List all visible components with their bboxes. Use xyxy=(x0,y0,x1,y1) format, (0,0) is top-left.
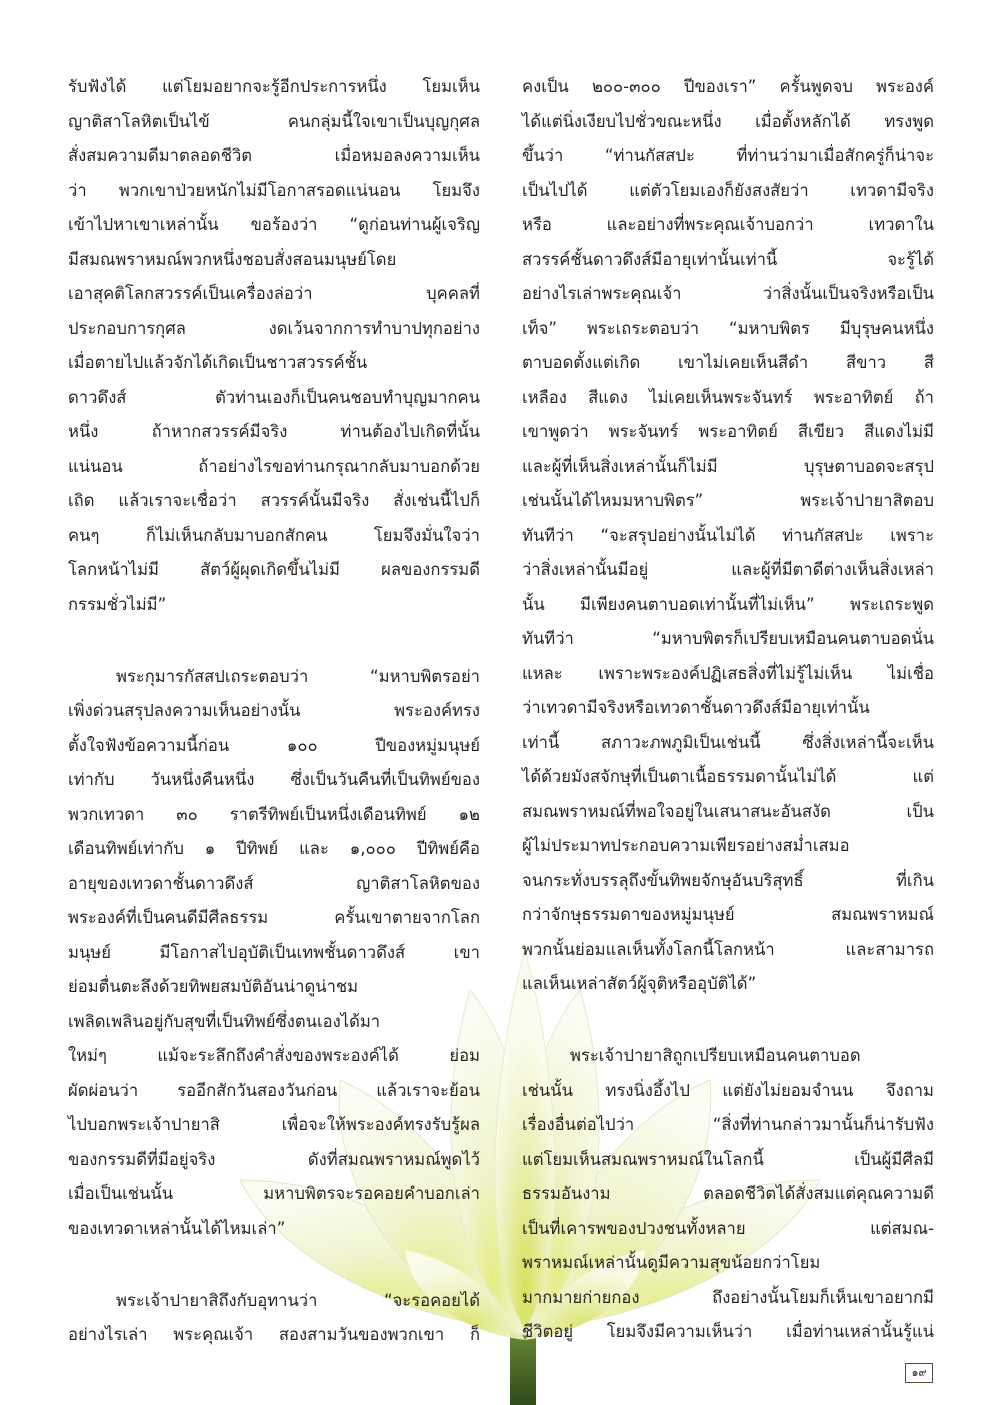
text-line: แหละ เพราะพระองค์ปฏิเสธสิ่งที่ไม่รู้ไม่เห็น ไม่เชื่อ xyxy=(522,663,934,683)
text-line: ว่า พวกเขาป่วยหนักไม่มีโอกาสรอดแน่นอน โยมจึง xyxy=(68,180,480,200)
text-line: และผู้ที่เห็นสิ่งเหล่านั้นก็ไม่มี บุรุษตาบอดจะสรุป xyxy=(522,456,934,476)
text-line: ทันทีว่า “จะสรุปอย่างนั้นไม่ได้ ท่านกัสสปะ เพราะ xyxy=(522,525,934,545)
text-line: พราหมณ์เหล่านั้นดูมีความสุขน้อยกว่าโยม xyxy=(522,1253,821,1272)
text-line: อย่างไรเล่า พระคุณเจ้า สองสามวันของพวกเขา ก็ xyxy=(68,1325,480,1344)
text-line: ดาวดึงส์ ตัวท่านเองก็เป็นคนชอบทำบุญมากคน xyxy=(68,387,480,407)
text-line: มีสมณพราหมณ์พวกหนึ่งชอบสั่งสอนมนุษย์โดย xyxy=(68,249,397,269)
text-line: เมื่อเป็นเช่นนั้น มหาบพิตรจะรอคอยคำบอกเล่า xyxy=(68,1184,480,1203)
text-line: ตั้งใจฟังข้อความนี้ก่อน ๑๐๐ ปีของหมู่มนุษย์ xyxy=(68,735,480,755)
text-line: พระกุมารกัสสปเถระตอบว่า “มหาบพิตรอย่า xyxy=(116,666,480,686)
text-line: ว่าเทวดามีจริงหรือเทวดาชั้นดาวดึงส์มีอายุเท่านั้น xyxy=(522,698,870,717)
text-line: ตาบอดตั้งแต่เกิด เขาไม่เคยเห็นสีดำ สีขาว สี xyxy=(522,353,934,372)
text-line: ชีวิตอยู่ โยมจึงมีความเห็นว่า เมื่อท่านเหล่านั้นรู้แน่ xyxy=(522,1322,934,1341)
text-line: ได้ด้วยมังสจักษุที่เป็นตาเนื้อธรรมดานั้นไม่ได้ แต่ xyxy=(522,767,934,786)
text-line: ของเทวดาเหล่านั้นได้ไหมเล่า” xyxy=(68,1218,286,1238)
text-line: ของกรรมดีที่มีอยู่จริง ดังที่สมณพราหมณ์พูดไว้ xyxy=(68,1149,480,1169)
text-line: มากมายก่ายกอง ถึงอย่างนั้นโยมก็เห็นเขาอยากมี xyxy=(522,1287,934,1307)
text-line: พระเจ้าปายาสิถึงกับอุทานว่า “จะรอคอยได้ xyxy=(116,1290,480,1310)
page-number: ๑๙ xyxy=(905,1363,933,1383)
text-line: เช่นนั้น ทรงนิ่งอึ้งไป แต่ยังไม่ยอมจำนน จึงถาม xyxy=(522,1080,934,1100)
text-line: พวกเทวดา ๓๐ ราตรีทิพย์เป็นหนึ่งเดือนทิพย์ ๑๒ xyxy=(68,804,480,824)
text-line: พวกนั้นย่อมแลเห็นทั้งโลกนี้โลกหน้า และสามารถ xyxy=(522,939,934,959)
text-line: ใหม่ๆ แม้จะระลึกถึงคำสั่งของพระองค์ได้ ย่อม xyxy=(68,1046,480,1065)
text-line: เท็จ” พระเถระตอบว่า “มหาบพิตร มีบุรุษคนหนึ่ง xyxy=(522,318,934,338)
text-line: ผู้ไม่ประมาทประกอบความเพียรอย่างสม่ำเสมอ xyxy=(522,836,850,855)
text-line: เข้าไปหาเขาเหล่านั้น ขอร้องว่า “ดูก่อนท่านผู้เจริญ xyxy=(68,215,480,234)
text-line: เพลิดเพลินอยู่กับสุขที่เป็นทิพย์ซึ่งตนเองได้มา xyxy=(68,1011,381,1031)
text-line: ญาติสาโลหิตเป็นไข้ คนกลุ่มนี้ใจเขาเป็นบุญกุศล xyxy=(68,111,480,131)
left-paragraph-3 xyxy=(68,1284,480,1353)
text-line: เอาสุคติโลกสวรรค์เป็นเครื่องล่อว่า บุคคลที่ xyxy=(68,284,480,303)
text-line: แลเห็นเหล่าสัตว์ผู้จุติหรืออุบัติได้” xyxy=(522,974,757,993)
text-line: หรือ และอย่างที่พระคุณเจ้าบอกว่า เทวดาใน xyxy=(522,215,934,234)
text-line: คงเป็น ๒๐๐-๓๐๐ ปีของเรา” ครั้นพูดจบ พระองค์ xyxy=(522,77,934,96)
right-paragraph-2 xyxy=(522,1039,934,1350)
text-line: จนกระทั่งบรรลุถึงขั้นทิพยจักษุอันบริสุทธิ์ ที่เกิน xyxy=(522,870,934,890)
text-line: กรรมชั่วไม่มี” xyxy=(68,594,167,614)
right-paragraph-1 xyxy=(522,70,934,1002)
text-line: เรื่องอื่นต่อไปว่า “สิ่งที่ท่านกล่าวมานั้นก็น่ารับฟัง xyxy=(522,1115,934,1134)
text-line: แน่นอน ถ้าอย่างไรขอท่านกรุณากลับมาบอกด้วย xyxy=(68,456,480,476)
text-line: แต่โยมเห็นสมณพราหมณ์ในโลกนี้ เป็นผู้มีศีลมี xyxy=(522,1149,934,1169)
text-line: เพิ่งด่วนสรุปลงความเห็นอย่างนั้น พระองค์ทรง xyxy=(68,701,480,720)
text-line: เหลือง สีแดง ไม่เคยเห็นพระจันทร์ พระอาทิตย์ ถ้า xyxy=(522,387,934,407)
text-line: ไปบอกพระเจ้าปายาสิ เพื่อจะให้พระองค์ทรงรับรู้ผล xyxy=(68,1115,480,1134)
text-line: สั่งสมความดีมาตลอดชีวิต เมื่อหมอลงความเห็น xyxy=(68,146,480,165)
text-line: นั้น มีเพียงคนตาบอดเท่านั้นที่ไม่เห็น” พระเถระพูด xyxy=(522,594,934,614)
text-line: อย่างไรเล่าพระคุณเจ้า ว่าสิ่งนั้นเป็นจริงหรือเป็น xyxy=(522,284,934,303)
left-paragraph-1 xyxy=(68,70,480,622)
text-line: เขาพูดว่า พระจันทร์ พระอาทิตย์ สีเขียว สีแดงไม่มี xyxy=(522,422,934,441)
left-column xyxy=(68,70,480,1353)
text-line: ว่าสิ่งเหล่านั้นมีอยู่ และผู้ที่มีตาดีต่างเห็นสิ่งเหล่า xyxy=(522,560,934,579)
text-line: ย่อมตื่นตะลึงด้วยทิพยสมบัติอันน่าดูน่าชม xyxy=(68,977,359,996)
text-line: เท่านี้ สภาวะภพภูมิเป็นเช่นนี้ ซึ่งสิ่งเหล่านี้จะเห็น xyxy=(522,732,934,752)
text-line: โลกหน้าไม่มี สัตว์ผู้ผุดเกิดขึ้นไม่มี ผลของกรรมดี xyxy=(68,560,480,579)
left-paragraph-2 xyxy=(68,660,480,1247)
text-line: สวรรค์ชั้นดาวดึงส์มีอายุเท่านั้นเท่านี้ จะรู้ได้ xyxy=(522,249,934,269)
text-line: มนุษย์ มีโอกาสไปอุบัติเป็นเทพชั้นดาวดึงส์ เขา xyxy=(68,942,480,962)
text-line: กว่าจักษุธรรมดาของหมู่มนุษย์ สมณพราหมณ์ xyxy=(522,905,934,924)
text-line: ธรรมอันงาม ตลอดชีวิตได้สั่งสมแต่คุณความดี xyxy=(522,1184,934,1203)
text-line: รับฟังได้ แต่โยมอยากจะรู้อีกประการหนึ่ง โยมเห็น xyxy=(68,77,480,96)
text-line: ขึ้นว่า “ท่านกัสสปะ ที่ท่านว่ามาเมื่อสักครู่ก็น่าจะ xyxy=(522,146,934,165)
text-line: คนๆ ก็ไม่เห็นกลับมาบอกสักคน โยมจึงมั่นใจว่า xyxy=(68,525,480,545)
text-line: ได้แต่นิ่งเงียบไปชั่วขณะหนึ่ง เมื่อตั้งหลักได้ ทรงพูด xyxy=(522,111,934,131)
right-column xyxy=(522,70,934,1350)
text-line: เช่นนั้นได้ไหมมหาบพิตร” พระเจ้าปายาสิตอบ xyxy=(522,491,934,510)
text-line: ทันทีว่า “มหาบพิตรก็เปรียบเหมือนคนตาบอดนั่น xyxy=(522,629,934,648)
text-line: เถิด แล้วเราจะเชื่อว่า สวรรค์นั้นมีจริง สั่งเช่นนี้ไปก็ xyxy=(68,491,480,510)
text-line: เมื่อตายไปแล้วจักได้เกิดเป็นชาวสวรรค์ชั้น xyxy=(68,353,368,372)
text-line: สมณพราหมณ์ที่พอใจอยู่ในเสนาสนะอันสงัด เป็น xyxy=(522,801,934,821)
text-line: ผัดผ่อนว่า รออีกสักวันสองวันก่อน แล้วเราจะย้อน xyxy=(68,1080,480,1100)
text-line: เดือนทิพย์เท่ากับ ๑ ปีทิพย์ และ ๑,๐๐๐ ปีทิพย์คือ xyxy=(68,839,480,858)
text-line: เป็นไปได้ แต่ตัวโยมเองก็ยังสงสัยว่า เทวดามีจริง xyxy=(522,180,934,200)
text-line: หนึ่ง ถ้าหากสวรรค์มีจริง ท่านต้องไปเกิดที่นั้น xyxy=(68,422,480,441)
text-line: อายุของเทวดาชั้นดาวดึงส์ ญาติสาโลหิตของ xyxy=(68,873,480,893)
text-line: เป็นที่เคารพของปวงชนทั้งหลาย แต่สมณ- xyxy=(522,1218,934,1238)
text-line: เท่ากับ วันหนึ่งคืนหนึ่ง ซึ่งเป็นวันคืนที่เป็นทิพย์ของ xyxy=(68,770,480,789)
text-line: พระเจ้าปายาสิถูกเปรียบเหมือนคนตาบอด xyxy=(570,1046,861,1065)
text-line: ประกอบการกุศล งดเว้นจากการทำบาปทุกอย่าง xyxy=(68,318,480,338)
text-line: พระองค์ที่เป็นคนดีมีศีลธรรม ครั้นเขาตายจากโลก xyxy=(68,908,480,927)
